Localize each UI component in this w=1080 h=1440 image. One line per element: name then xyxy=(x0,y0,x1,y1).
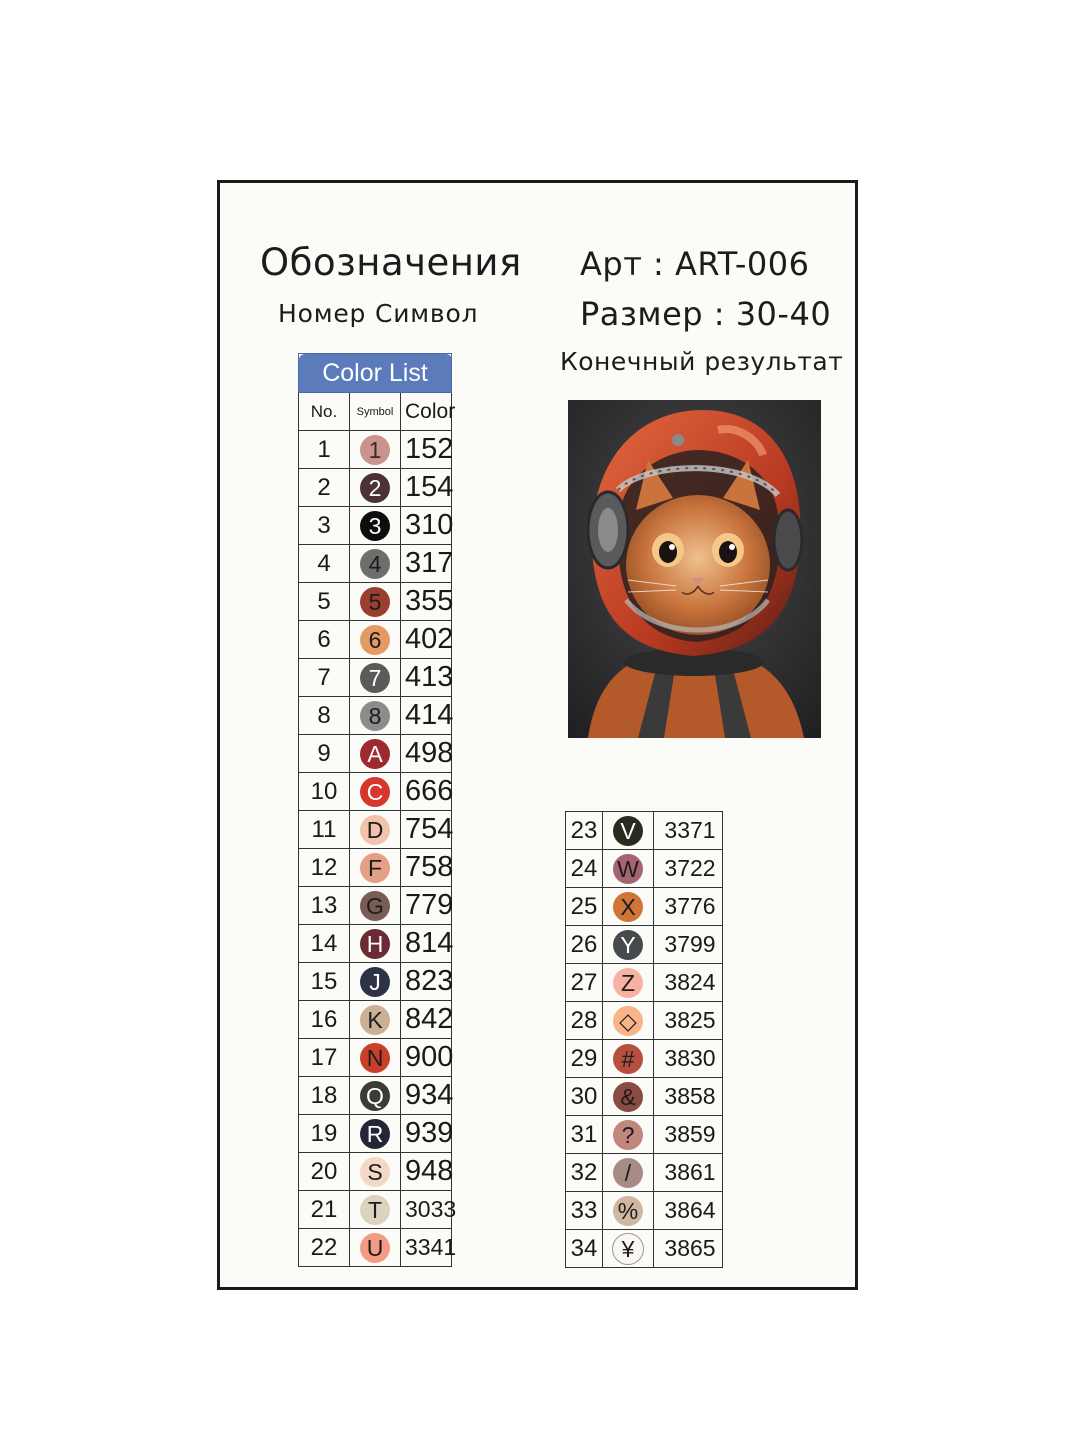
row-number: 21 xyxy=(299,1191,350,1229)
row-number: 6 xyxy=(299,621,350,659)
row-number: 26 xyxy=(566,926,603,964)
color-row xyxy=(299,431,452,469)
color-code: 498 xyxy=(401,735,452,773)
color-list-table xyxy=(298,353,457,1267)
color-symbol-badge: J xyxy=(360,967,390,997)
color-row xyxy=(299,735,452,773)
row-number: 25 xyxy=(566,888,603,926)
color-code: 900 xyxy=(401,1039,452,1077)
symbol-cell xyxy=(603,1002,654,1040)
symbol-cell xyxy=(603,888,654,926)
row-number: 23 xyxy=(566,812,603,850)
color-symbol-badge: 5 xyxy=(360,587,390,617)
pattern-legend-card xyxy=(217,180,858,1290)
symbol-cell xyxy=(603,812,654,850)
color-symbol-badge: G xyxy=(360,891,390,921)
row-number: 29 xyxy=(566,1040,603,1078)
color-code: 317 xyxy=(401,545,452,583)
row-number: 15 xyxy=(299,963,350,1001)
symbol-cell xyxy=(350,735,401,773)
color-code: 3825 xyxy=(654,1002,723,1040)
row-number: 16 xyxy=(299,1001,350,1039)
row-number: 30 xyxy=(566,1078,603,1116)
row-number: 5 xyxy=(299,583,350,621)
color-row xyxy=(299,1077,452,1115)
row-number: 11 xyxy=(299,811,350,849)
color-symbol-badge: R xyxy=(360,1119,390,1149)
color-row xyxy=(299,507,452,545)
row-number: 14 xyxy=(299,925,350,963)
color-symbol-badge: 6 xyxy=(360,625,390,655)
color-row xyxy=(299,697,452,735)
color-symbol-badge: X xyxy=(613,892,643,922)
color-row xyxy=(566,850,723,888)
color-code: 3776 xyxy=(654,888,723,926)
symbol-cell xyxy=(350,469,401,507)
color-symbol-badge: 7 xyxy=(360,663,390,693)
color-symbol-badge: 4 xyxy=(360,549,390,579)
color-symbol-badge: / xyxy=(613,1158,643,1188)
symbol-cell xyxy=(350,1115,401,1153)
symbol-cell xyxy=(603,964,654,1002)
color-row xyxy=(566,888,723,926)
symbol-cell xyxy=(350,659,401,697)
color-symbol-badge: ¥ xyxy=(612,1233,644,1265)
color-code: 3861 xyxy=(654,1154,723,1192)
symbol-cell xyxy=(350,811,401,849)
color-code: 758 xyxy=(401,849,452,887)
color-code: 3341 xyxy=(401,1229,452,1267)
row-number: 20 xyxy=(299,1153,350,1191)
row-number: 28 xyxy=(566,1002,603,1040)
row-number: 33 xyxy=(566,1192,603,1230)
row-number: 17 xyxy=(299,1039,350,1077)
color-symbol-badge: U xyxy=(360,1233,390,1263)
color-symbol-badge: T xyxy=(360,1195,390,1225)
row-number: 24 xyxy=(566,850,603,888)
table-header-row xyxy=(299,393,452,431)
color-row xyxy=(566,964,723,1002)
row-number: 22 xyxy=(299,1229,350,1267)
row-number: 18 xyxy=(299,1077,350,1115)
color-symbol-badge: H xyxy=(360,929,390,959)
color-code: 666 xyxy=(401,773,452,811)
symbol-cell xyxy=(603,1078,654,1116)
color-code: 3722 xyxy=(654,850,723,888)
symbol-cell xyxy=(603,850,654,888)
color-row xyxy=(299,621,452,659)
color-code: 842 xyxy=(401,1001,452,1039)
color-symbol-badge: ? xyxy=(613,1120,643,1150)
color-code: 3830 xyxy=(654,1040,723,1078)
color-symbol-badge: F xyxy=(360,853,390,883)
color-row xyxy=(299,811,452,849)
col-header-symbol: Symbol xyxy=(350,393,401,431)
symbol-cell xyxy=(350,507,401,545)
color-code: 355 xyxy=(401,583,452,621)
color-symbol-badge: 1 xyxy=(360,435,390,465)
col-header-color: Color xyxy=(401,393,452,431)
symbol-cell xyxy=(350,773,401,811)
color-symbol-badge: V xyxy=(613,816,643,846)
symbol-cell xyxy=(350,583,401,621)
legend-subtitle: Номер Символ xyxy=(278,299,479,328)
color-code: 3859 xyxy=(654,1116,723,1154)
finished-result-image xyxy=(568,400,821,738)
row-number: 1 xyxy=(299,431,350,469)
color-row xyxy=(299,925,452,963)
row-number: 8 xyxy=(299,697,350,735)
color-row xyxy=(299,583,452,621)
color-row xyxy=(299,1001,452,1039)
symbol-cell xyxy=(350,887,401,925)
color-code: 413 xyxy=(401,659,452,697)
row-number: 10 xyxy=(299,773,350,811)
color-row xyxy=(566,1192,723,1230)
color-code: 3033 xyxy=(401,1191,452,1229)
symbol-cell xyxy=(603,1116,654,1154)
color-row xyxy=(299,659,452,697)
symbol-cell xyxy=(350,1191,401,1229)
color-code: 934 xyxy=(401,1077,452,1115)
symbol-cell xyxy=(350,925,401,963)
color-row xyxy=(566,1078,723,1116)
color-list-table-continued xyxy=(565,811,723,1268)
color-code: 310 xyxy=(401,507,452,545)
color-code: 3799 xyxy=(654,926,723,964)
color-symbol-badge: & xyxy=(613,1082,643,1112)
color-row xyxy=(566,1154,723,1192)
col-header-no: No. xyxy=(299,393,350,431)
symbol-cell xyxy=(603,1154,654,1192)
color-symbol-badge: C xyxy=(360,777,390,807)
row-number: 13 xyxy=(299,887,350,925)
color-code: 939 xyxy=(401,1115,452,1153)
color-row xyxy=(299,849,452,887)
symbol-cell xyxy=(603,1230,654,1268)
row-number: 4 xyxy=(299,545,350,583)
row-number: 31 xyxy=(566,1116,603,1154)
symbol-cell xyxy=(350,1001,401,1039)
article-number: Арт : ART-006 xyxy=(580,245,810,283)
symbol-cell xyxy=(603,926,654,964)
row-number: 34 xyxy=(566,1230,603,1268)
color-code: 779 xyxy=(401,887,452,925)
symbol-cell xyxy=(350,1153,401,1191)
color-code: 414 xyxy=(401,697,452,735)
color-code: 3864 xyxy=(654,1192,723,1230)
symbol-cell xyxy=(350,545,401,583)
symbol-cell xyxy=(350,621,401,659)
color-symbol-badge: Q xyxy=(360,1081,390,1111)
color-code: 3371 xyxy=(654,812,723,850)
color-row xyxy=(566,1116,723,1154)
color-symbol-badge: S xyxy=(360,1157,390,1187)
color-list-title: Color List xyxy=(299,354,452,393)
color-symbol-badge: A xyxy=(360,739,390,769)
row-number: 19 xyxy=(299,1115,350,1153)
symbol-cell xyxy=(603,1192,654,1230)
color-symbol-badge: D xyxy=(360,815,390,845)
row-number: 12 xyxy=(299,849,350,887)
color-symbol-badge: Y xyxy=(613,930,643,960)
color-code: 948 xyxy=(401,1153,452,1191)
legend-title: Обозначения xyxy=(260,241,522,284)
symbol-cell xyxy=(350,849,401,887)
color-code: 152 xyxy=(401,431,452,469)
row-number: 32 xyxy=(566,1154,603,1192)
color-symbol-badge: 3 xyxy=(360,511,390,541)
color-row xyxy=(299,963,452,1001)
color-symbol-badge: K xyxy=(360,1005,390,1035)
color-row xyxy=(566,1040,723,1078)
color-symbol-badge: # xyxy=(613,1044,643,1074)
color-code: 402 xyxy=(401,621,452,659)
color-row xyxy=(566,1230,723,1268)
color-code: 154 xyxy=(401,469,452,507)
symbol-cell xyxy=(350,1077,401,1115)
color-symbol-badge: N xyxy=(360,1043,390,1073)
color-row xyxy=(566,1002,723,1040)
symbol-cell xyxy=(350,1039,401,1077)
color-row xyxy=(299,773,452,811)
color-row xyxy=(299,887,452,925)
row-number: 7 xyxy=(299,659,350,697)
result-label: Конечный результат xyxy=(560,347,844,376)
color-code: 3824 xyxy=(654,964,723,1002)
color-symbol-badge: 8 xyxy=(360,701,390,731)
color-row xyxy=(566,812,723,850)
symbol-cell xyxy=(350,1229,401,1267)
color-code: 3865 xyxy=(654,1230,723,1268)
color-row xyxy=(299,469,452,507)
color-row xyxy=(299,1115,452,1153)
row-number: 2 xyxy=(299,469,350,507)
row-number: 9 xyxy=(299,735,350,773)
color-row xyxy=(299,545,452,583)
color-row xyxy=(299,1153,452,1191)
color-row xyxy=(299,1191,452,1229)
row-number: 27 xyxy=(566,964,603,1002)
color-row xyxy=(299,1229,452,1267)
symbol-cell xyxy=(603,1040,654,1078)
color-symbol-badge: W xyxy=(613,854,643,884)
symbol-cell xyxy=(350,431,401,469)
cat-astronaut-picture xyxy=(568,400,821,738)
color-row xyxy=(566,926,723,964)
symbol-cell xyxy=(350,697,401,735)
color-code: 823 xyxy=(401,963,452,1001)
color-symbol-badge: Z xyxy=(613,968,643,998)
canvas-size: Размер : 30-40 xyxy=(580,295,832,333)
color-code: 754 xyxy=(401,811,452,849)
color-code: 3858 xyxy=(654,1078,723,1116)
color-symbol-badge: % xyxy=(613,1196,643,1226)
color-symbol-badge: 2 xyxy=(360,473,390,503)
row-number: 3 xyxy=(299,507,350,545)
color-code: 814 xyxy=(401,925,452,963)
symbol-cell xyxy=(350,963,401,1001)
color-symbol-badge: ◇ xyxy=(613,1006,643,1036)
color-row xyxy=(299,1039,452,1077)
